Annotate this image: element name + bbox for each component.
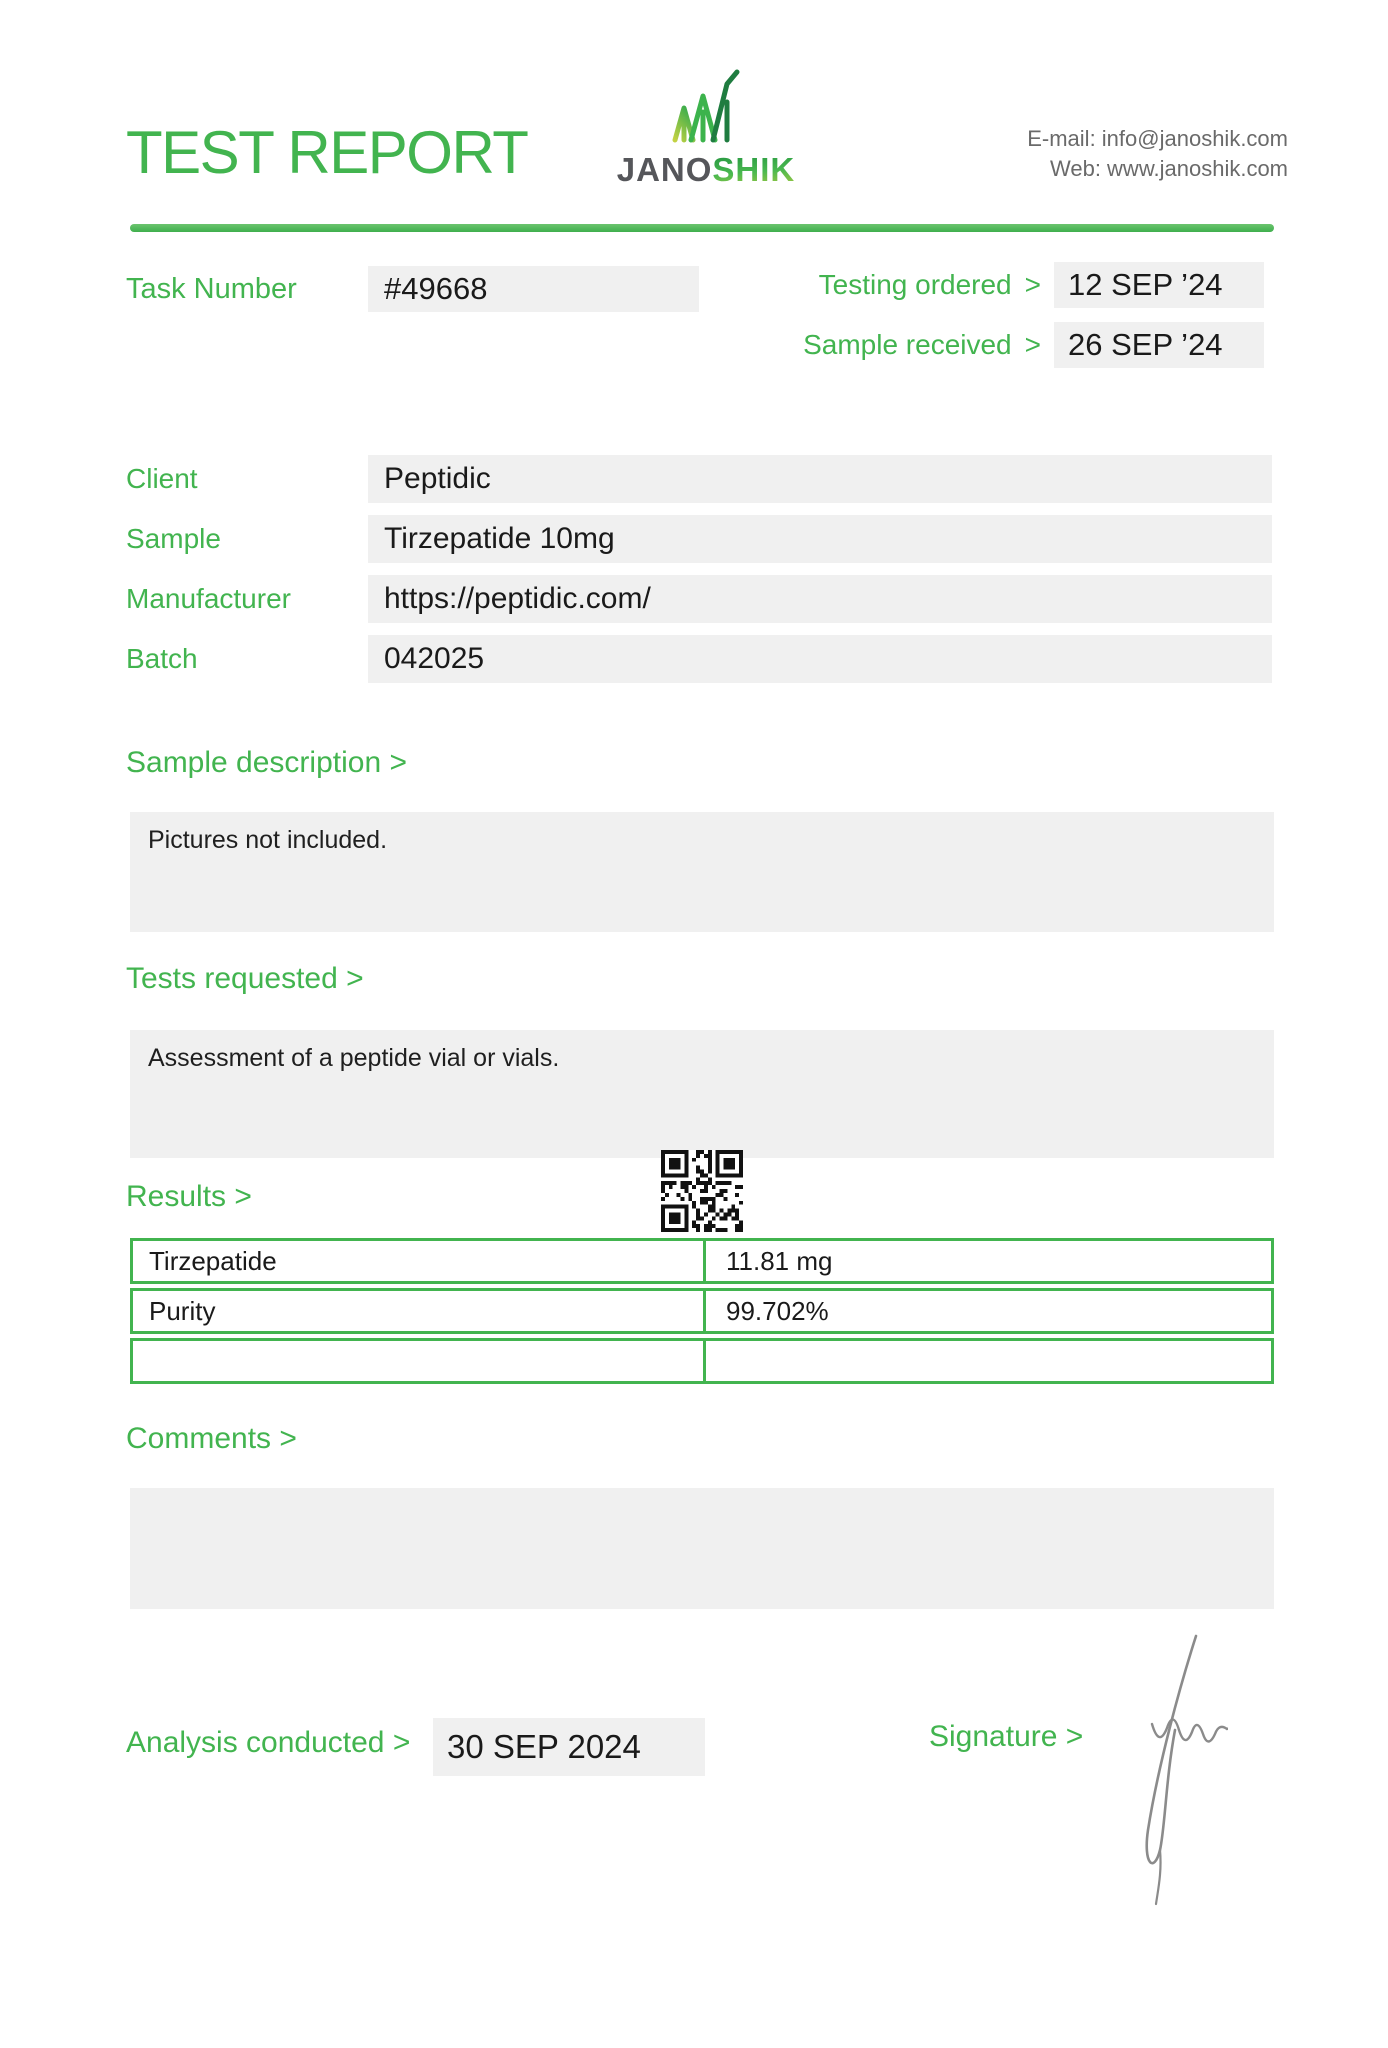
- logo-wordmark-primary: JANO: [616, 151, 713, 188]
- result-name: Tirzepatide: [149, 1246, 277, 1276]
- logo-wordmark-secondary: SHIK: [712, 151, 796, 188]
- chevron-right-icon: >: [1024, 269, 1041, 300]
- sample-received-date: 26 SEP ’24: [1068, 327, 1223, 362]
- tests-requested-text: Assessment of a peptide vial or vials.: [148, 1044, 560, 1072]
- sample-description-text: Pictures not included.: [148, 826, 388, 854]
- testing-ordered-row: [760, 262, 1264, 308]
- task-number-box: [368, 266, 699, 312]
- batch-value: 042025: [384, 642, 485, 675]
- task-number-label: Task Number: [126, 273, 297, 305]
- page-title: TEST REPORT: [126, 119, 528, 186]
- manufacturer-box: [368, 575, 1272, 623]
- sample-box: [368, 515, 1272, 563]
- client-label: Client: [126, 463, 198, 494]
- comments-heading: Comments >: [126, 1422, 297, 1455]
- table-row: [130, 1338, 1274, 1384]
- result-name: Purity: [149, 1296, 216, 1326]
- sample-received-label: Sample received: [803, 329, 1012, 360]
- result-value: 99.702%: [703, 1291, 1271, 1331]
- contact-email: E-mail: info@janoshik.com: [1027, 126, 1288, 151]
- logo-wordmark: [600, 151, 812, 189]
- sample-label: Sample: [126, 523, 221, 554]
- manufacturer-value: https://peptidic.com/: [384, 582, 651, 615]
- analysis-conducted-label: Analysis conducted >: [126, 1726, 411, 1759]
- sample-received-row: [760, 322, 1264, 368]
- analysis-date-box: [433, 1718, 705, 1776]
- result-value: 11.81 mg: [703, 1241, 1271, 1281]
- manufacturer-label: Manufacturer: [126, 583, 291, 614]
- header-divider: [130, 224, 1274, 232]
- contact-info: [1027, 124, 1288, 184]
- results-table: [130, 1238, 1274, 1388]
- signature-label: Signature >: [929, 1720, 1084, 1753]
- client-box: [368, 455, 1272, 503]
- sample-description-box: [130, 812, 1274, 932]
- result-value: [703, 1341, 1271, 1381]
- signature-scribble: [1118, 1628, 1228, 1913]
- sample-value: Tirzepatide 10mg: [384, 522, 615, 555]
- task-number-value: #49668: [384, 271, 488, 306]
- testing-ordered-date: 12 SEP ’24: [1068, 267, 1223, 302]
- result-name: [133, 1341, 703, 1381]
- contact-web: Web: www.janoshik.com: [1049, 156, 1288, 181]
- analysis-date-value: 30 SEP 2024: [447, 1728, 641, 1765]
- testing-ordered-box: [1054, 262, 1264, 308]
- results-heading: Results >: [126, 1180, 252, 1213]
- chevron-right-icon: >: [1024, 329, 1041, 360]
- testing-ordered-label: Testing ordered: [818, 269, 1012, 300]
- qr-code: [660, 1150, 744, 1237]
- janoshik-logo: [600, 68, 812, 189]
- batch-box: [368, 635, 1272, 683]
- tests-requested-heading: Tests requested >: [126, 962, 364, 995]
- tests-requested-box: [130, 1030, 1274, 1158]
- table-row: [130, 1288, 1274, 1334]
- table-row: [130, 1238, 1274, 1284]
- client-value: Peptidic: [384, 462, 491, 495]
- sample-received-box: [1054, 322, 1264, 368]
- batch-label: Batch: [126, 643, 198, 674]
- comments-box: [130, 1488, 1274, 1609]
- sample-description-heading: Sample description >: [126, 746, 407, 779]
